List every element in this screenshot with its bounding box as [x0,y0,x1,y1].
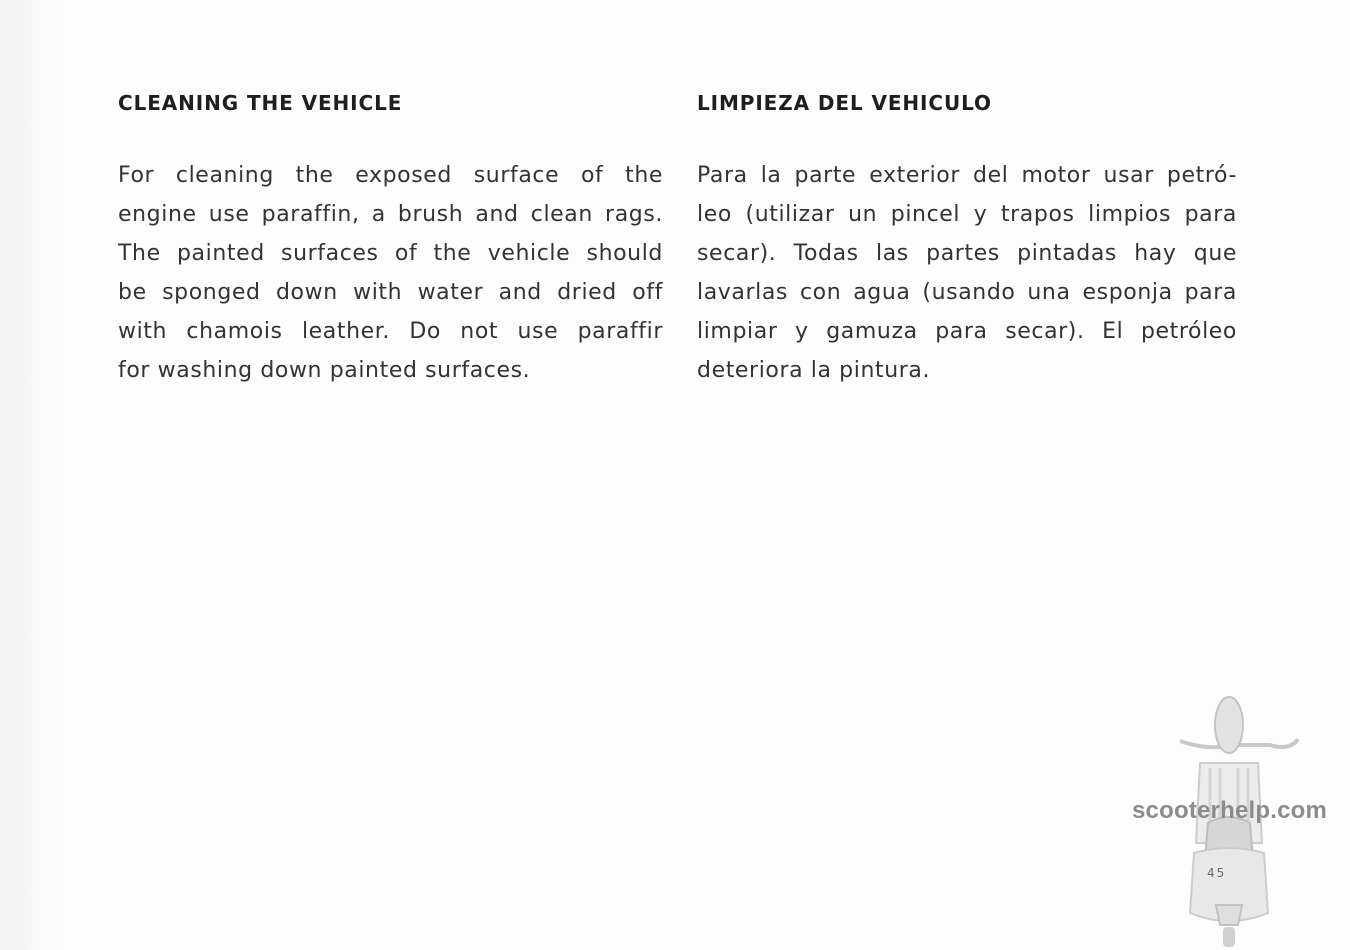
spanish-line: leo (utilizar un pincel y trapos limpios para [697,202,1237,227]
spanish-line: Para la parte exterior del motor usar petró- [697,163,1237,188]
spanish-line: limpiar y gamuza para secar). El petróleo [697,319,1237,344]
english-line: The painted surfaces of the vehicle should [118,241,663,266]
page-number: 45 [1207,866,1227,880]
english-line: be sponged down with water and dried off [118,280,663,305]
english-column [118,88,663,390]
spanish-line: secar). Todas las partes pintadas hay que [697,241,1237,266]
spanish-line: lavarlas con agua (usando una esponja para [697,280,1237,305]
spanish-heading: LIMPIEZA DEL VEHICULO [697,91,992,115]
spanish-line: deteriora la pintura. [697,358,931,383]
english-line: engine use paraffin, a brush and clean rags. [118,202,663,227]
english-line: for washing down painted surfaces. [118,358,531,383]
english-line: with chamois leather. Do not use paraffir [118,319,663,344]
english-body [118,156,663,390]
spanish-body [697,156,1237,390]
english-line: For cleaning the exposed surface of the [118,163,663,188]
english-heading: CLEANING THE VEHICLE [118,91,403,115]
page-edge-shadow [0,0,60,950]
spanish-column [697,88,1237,390]
watermark-text: scooterhelp.com [1132,797,1328,824]
